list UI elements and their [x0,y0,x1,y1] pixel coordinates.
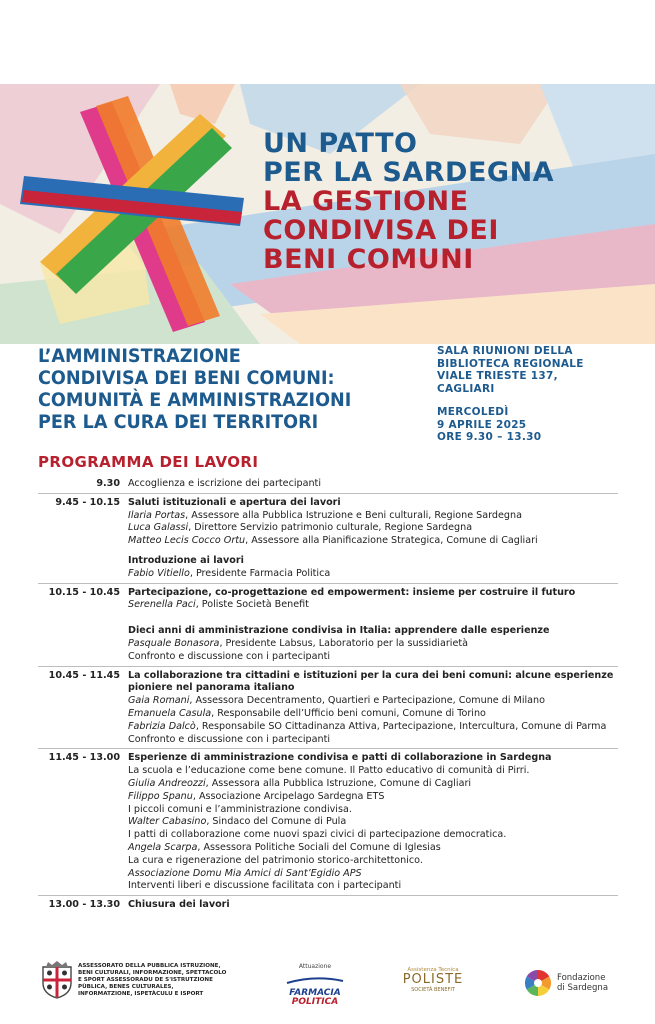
speaker-name: Emanuela Casula [128,707,212,719]
speaker-name: Matteo Lecis Cocco Ortu [128,535,246,547]
fondazione-text: Fondazione [557,972,606,983]
farmacia-swoosh-icon [285,977,345,985]
regione-logo [40,961,228,999]
block-title: La collaborazione tra cittadini e istituzioni per la cura dei beni comuni: alcune esperienze pioniere nel panorama italiano [128,669,614,694]
divider [38,493,618,494]
partner-logos [0,955,655,1015]
venue-line: CAGLIARI [437,382,495,395]
block-closing: Confronto e discussione con i partecipanti [128,733,330,745]
speaker-role: , Assessora alla Pubblica Istruzione, Comune di Cagliari [205,777,472,789]
poliste-logo [378,967,488,993]
farmacia-politica-logo [270,963,360,1007]
topic-text: I patti di collaborazione come nuovi spazi civici di partecipazione democratica. [128,829,507,841]
programme-block [38,752,618,893]
speaker-name: Fabio Vitiello [128,567,190,579]
speaker-name: Gaia Romani [128,695,190,707]
banner-title-line: CONDIVISA DEI [263,215,499,246]
divider [38,895,618,896]
venue-line: SALA RIUNIONI DELLA [437,345,573,357]
block-closing: Confronto e discussione con i partecipanti [128,650,330,662]
poliste-sub: SOCIETÀ BENEFIT [411,987,455,993]
block-time: 10.15 - 10.45 [48,586,120,598]
speaker-name: Walter Cabasino [128,816,207,828]
programme-block [38,497,618,581]
event-subtitle [38,345,428,433]
block-time: 13.00 - 13.30 [48,899,120,911]
banner-title-line: LA GESTIONE [263,186,469,217]
date-line: 9 APRILE 2025 [437,418,527,431]
farmacia-name: FARMACIA [289,988,341,998]
block-time: 10.45 - 11.45 [48,669,120,681]
speaker-name: Associazione Domu Mia Amici di Sant’Egidio APS [128,867,362,879]
programme-block [38,587,618,664]
fondazione-text: di Sardegna [557,983,609,993]
speaker-name: Pasquale Bonasora [128,637,220,649]
divider [38,583,618,584]
divider [38,666,618,667]
farmacia-small-text: Attuazione [298,963,332,970]
speaker-role: , Presidente Labsus, Laboratorio per la sussidiarietà [219,637,469,649]
block-title: Saluti istituzionali e apertura dei lavori [128,496,341,508]
venue-line: VIALE TRIESTE 137, [437,370,558,382]
speaker-role: , Responsabile dell’Ufficio beni comuni, Comune di Torino [211,707,486,719]
farmacia-name: POLITICA [291,997,339,1007]
regione-text: ASSESSORATO DELLA PUBBLICA ISTRUZIONE, BENI CULTURALI, INFORMAZIONE, SPETTACOLO E SPORT ASSESSORADU DE S'ISTRUTZIONE PÙBLICA, BENES CULTURALES, INFORMATZIONE, ISPETÀCULU E ISPORT [78,962,227,997]
block-title: Partecipazione, co-progettazione ed empowerment: insieme per costruire il futuro [128,586,576,598]
speaker-role: , Assessore alla Pubblica Istruzione e Beni culturali, Regione Sardegna [185,509,522,521]
speaker-role: , Sindaco del Comune di Pula [206,816,347,828]
speaker-name: Filippo Spanu [128,790,193,802]
venue-line: BIBLIOTECA REGIONALE [437,357,584,370]
divider [38,748,618,749]
speaker-name: Luca Galassi [128,522,189,534]
block-closing: Interventi liberi e discussione facilitata con i partecipanti [128,880,402,892]
block-text: Accoglienza e iscrizione dei partecipanti [128,478,321,489]
subtitle-line: COMUNITÀ E AMMINISTRAZIONI [38,389,352,411]
topic-text: La scuola e l’educazione come bene comune. Il Patto educativo di comunità di Pirri. [128,765,530,777]
fondazione-logo [524,969,608,997]
programme-block [38,478,618,491]
block-subtitle: Introduzione ai lavori [128,554,244,566]
block-time: 9.30 [96,478,120,489]
venue-info [437,345,584,444]
programme-list [38,478,618,912]
speaker-name: Serenella Paci [128,599,196,611]
top-margin [0,0,655,84]
banner-title-line: BENI COMUNI [263,244,474,275]
topic-text: I piccoli comuni e l’amministrazione condivisa. [128,803,352,815]
speaker-role: , Assessora Politiche Sociali del Comune di Iglesias [197,841,441,853]
speaker-role: , Assessore alla Pianificazione Strategica, Comune di Cagliari [245,535,538,547]
block-time: 9.45 - 10.15 [55,496,120,508]
fondazione-circle-icon [524,969,552,997]
speaker-name: Ilaria Portas [128,509,186,521]
block-subtitle: Dieci anni di amministrazione condivisa in Italia: apprendere dalle esperienze [128,625,550,637]
subtitle-line: L’AMMINISTRAZIONE [38,345,241,367]
speaker-name: Angela Scarpa [128,841,198,853]
speaker-name: Giulia Andreozzi [128,777,206,789]
block-title: Chiusura dei lavori [128,899,230,911]
speaker-role: , Direttore Servizio patrimonio culturale, Regione Sardegna [188,522,473,534]
subtitle-line: CONDIVISA DEI BENI COMUNI: [38,367,335,389]
regione-crest-icon [40,961,74,999]
date-line: ORE 9.30 – 13.30 [437,431,542,443]
topic-text: La cura e rigenerazione del patrimonio storico-architettonico. [128,854,423,866]
programme-block [38,670,618,747]
poliste-name: POLISTE [402,972,464,987]
speaker-role: , Presidente Farmacia Politica [189,567,331,579]
speaker-name: Fabrizia Dalcò [128,720,196,732]
subtitle-line: PER LA CURA DEI TERRITORI [38,411,319,433]
speaker-role: , Poliste Società Benefit [195,599,309,611]
speaker-role: , Associazione Arcipelago Sardegna ETS [192,790,385,802]
poliste-small-text: Assistenza Tecnica [407,967,459,973]
date-line: MERCOLEDÌ [437,406,509,418]
speaker-role: , Responsabile SO Cittadinanza Attiva, Partecipazione, Intercultura, Comune di Parma [195,720,607,732]
banner-title-line: UN PATTO [263,128,418,159]
programme-heading: PROGRAMMA DEI LAVORI [38,453,259,471]
programme-block [38,899,618,912]
block-title: Esperienze di amministrazione condivisa e patti di collaborazione in Sardegna [128,752,552,764]
banner-title-line: PER LA SARDEGNA [263,157,555,188]
block-time: 11.45 - 13.00 [48,752,120,764]
speaker-role: , Assessora Decentramento, Quartieri e Partecipazione, Comune di Milano [189,695,545,707]
